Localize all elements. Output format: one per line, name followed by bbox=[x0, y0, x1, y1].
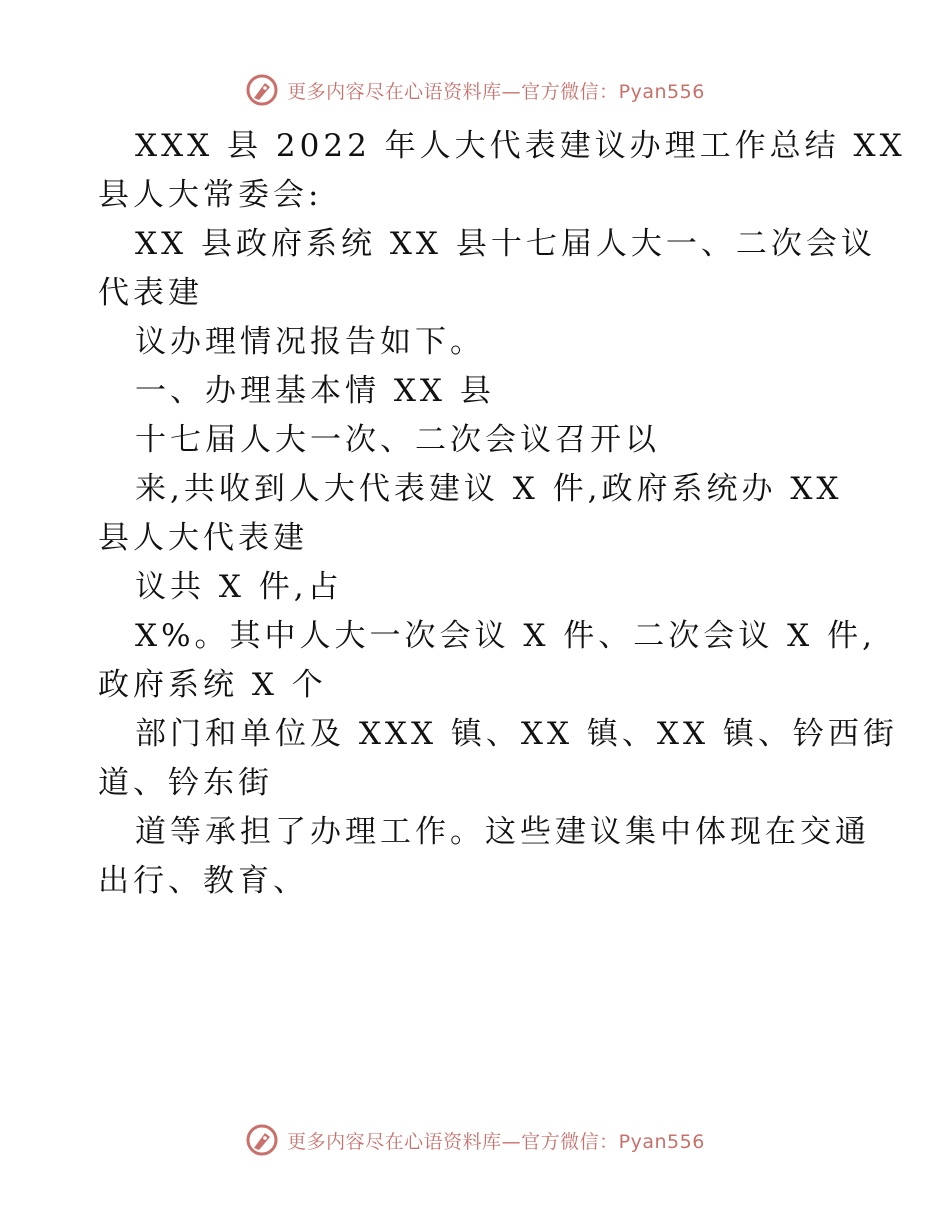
paragraph-line: 道、钤东街 bbox=[98, 765, 273, 801]
footer-banner-text: 更多内容尽在心语资料库—官方微信：Pyan556 bbox=[287, 1130, 705, 1153]
footer-banner bbox=[0, 1120, 950, 1160]
paragraph-line: 县人大代表建 bbox=[98, 520, 308, 556]
pen-nib-logo-icon bbox=[245, 73, 279, 107]
paragraph-line: 道等承担了办理工作。这些建议集中体现在交通 bbox=[135, 814, 870, 850]
paragraph-line: 一、办理基本情 XX 县 bbox=[135, 373, 495, 409]
paragraph-line: 县人大常委会: bbox=[98, 177, 323, 213]
paragraph-line: 议共 X 件,占 bbox=[135, 569, 343, 605]
header-banner bbox=[0, 70, 950, 110]
paragraph-line: 十七届人大一次、二次会议召开以 bbox=[135, 422, 660, 458]
paragraph-line: 政府系统 X 个 bbox=[98, 667, 327, 703]
paragraph-line: X%。其中人大一次会议 X 件、二次会议 X 件, bbox=[135, 618, 876, 654]
paragraph-line: 议办理情况报告如下。 bbox=[135, 324, 485, 360]
paragraph-line: 出行、教育、 bbox=[98, 863, 308, 899]
paragraph-line: 代表建 bbox=[98, 275, 203, 311]
header-banner-text: 更多内容尽在心语资料库—官方微信：Pyan556 bbox=[287, 80, 705, 103]
pen-nib-logo-icon bbox=[245, 1123, 279, 1157]
paragraph-line: XXX 县 2022 年人大代表建议办理工作总结 XX bbox=[135, 128, 906, 164]
paragraph-line: 来,共收到人大代表建议 X 件,政府系统办 XX bbox=[135, 471, 843, 507]
paragraph-line: XX 县政府系统 XX 县十七届人大一、二次会议 bbox=[135, 226, 876, 262]
document-body bbox=[98, 122, 906, 906]
paragraph-line: 部门和单位及 XXX 镇、XX 镇、XX 镇、钤西街 bbox=[135, 716, 898, 752]
